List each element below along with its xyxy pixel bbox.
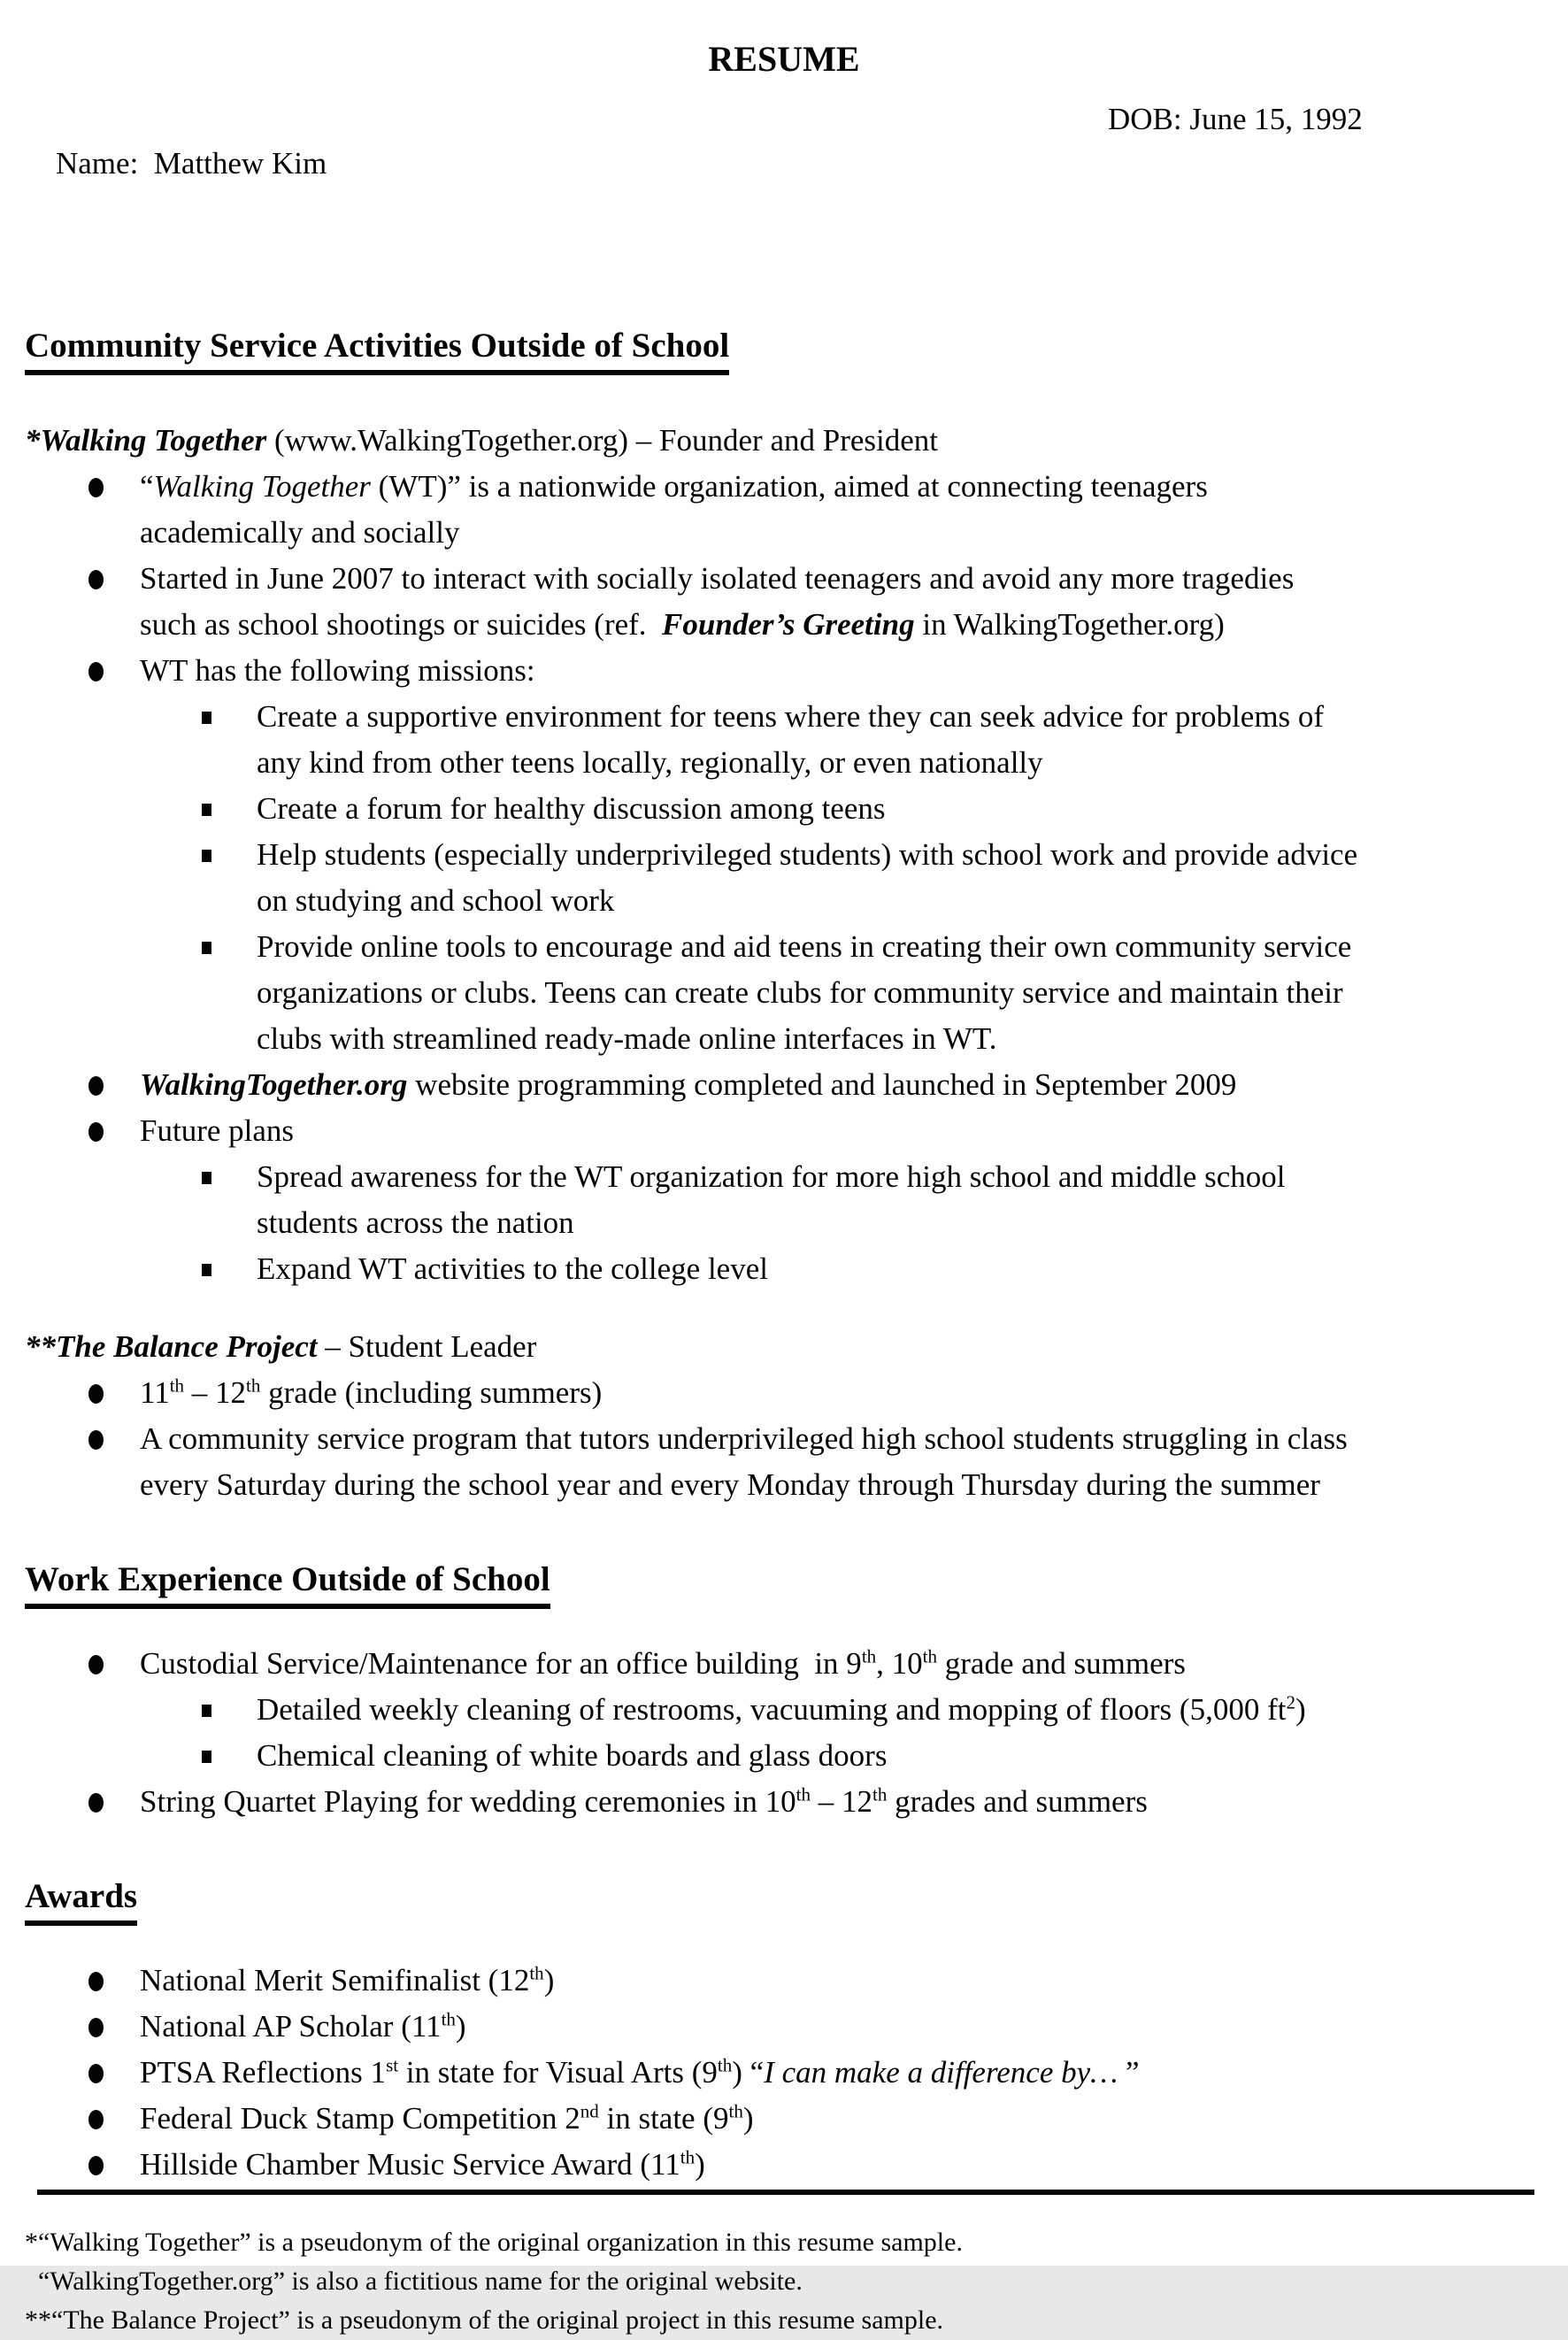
bullet-item [25, 556, 1561, 648]
document-body [25, 323, 1561, 2340]
superscript-text: th [246, 1374, 261, 1397]
circle-bullet-icon [88, 1076, 104, 1096]
bullet-item [25, 1779, 1561, 1825]
text-content [140, 1375, 602, 1410]
sub-bullet-item [25, 1687, 1561, 1733]
text-segment: Federal Duck Stamp Competition 2 [140, 2101, 580, 2136]
section-heading [25, 1557, 1561, 1609]
square-bullet-icon [202, 1705, 211, 1717]
text-segment: – 12 [184, 1375, 247, 1410]
text-segment: PTSA Reflections 1 [140, 2055, 387, 2090]
text-segment: – 12 [811, 1784, 872, 1819]
entry-title [25, 1324, 1561, 1370]
text-segment: Started in June 2007 to interact with socially isolated teenagers and avoid any more tragedies [140, 561, 1295, 596]
section-heading [25, 1874, 1561, 1926]
superscript-text: th [717, 2054, 733, 2076]
text-content [257, 1251, 768, 1286]
text-segment: Provide online tools to encourage and aid teens in creating their own community service [257, 929, 1352, 964]
bullet-item [25, 464, 1561, 556]
text-content [140, 2055, 1140, 2090]
circle-bullet-icon [88, 2018, 104, 2037]
text-segment: A community service program that tutors underprivileged high school students struggling in class [140, 1421, 1348, 1456]
text-content [257, 1159, 1285, 1240]
section-heading-text: Community Service Activities Outside of School [25, 323, 729, 375]
text-segment: Create a supportive environment for teens where they can seek advice for problems of [257, 699, 1325, 734]
text-content [25, 1329, 536, 1364]
footnote-line [25, 2223, 1561, 2262]
superscript-text: th [529, 1962, 544, 1984]
text-segment: ) [543, 1963, 555, 1997]
square-bullet-icon [202, 1751, 211, 1763]
text-segment: ) [742, 2101, 754, 2136]
superscript-text: th [872, 1783, 888, 1805]
superscript-text: 2 [1286, 1691, 1295, 1713]
bullet-item [25, 2096, 1561, 2142]
sub-bullet-item [25, 832, 1561, 924]
square-bullet-icon [202, 1172, 211, 1184]
text-segment: Detailed weekly cleaning of restrooms, vacuuming and mopping of floors (5,000 ft [257, 1692, 1287, 1727]
bullet-item [25, 648, 1561, 694]
text-segment: Chemical cleaning of white boards and glass doors [257, 1738, 888, 1773]
text-content [257, 1738, 887, 1773]
text-segment: website programming completed and launched in September 2009 [407, 1067, 1237, 1102]
text-segment: National Merit Semifinalist (12 [140, 1963, 530, 1997]
square-bullet-icon [202, 1264, 211, 1276]
sub-bullet-item [25, 1154, 1561, 1246]
text-segment: every Saturday during the school year and every Monday through Thursday during the summer [140, 1467, 1320, 1502]
text-segment: (WT)” is a nationwide organization, aimed at connecting teenagers [370, 469, 1208, 504]
text-segment: **“The Balance Project” is a pseudonym of the original project in this resume sample. [25, 2305, 944, 2335]
bullet-item [25, 1370, 1561, 1416]
text-segment: grades and summers [887, 1784, 1148, 1819]
text-content [140, 1784, 1148, 1819]
square-bullet-icon [202, 804, 211, 816]
bullet-item [25, 1416, 1561, 1508]
entry-title [25, 418, 1561, 464]
text-content [25, 2228, 963, 2257]
text-segment: Founder’s Greeting [662, 607, 915, 642]
text-segment: clubs with streamlined ready-made online interfaces in WT. [257, 1021, 997, 1056]
bullet-item [25, 1108, 1561, 1154]
text-segment: students across the nation [257, 1205, 574, 1240]
text-content [140, 469, 1208, 550]
text-segment: “WalkingTogether.org” is also a fictitious name for the original website. [25, 2267, 803, 2296]
text-content [140, 1646, 1186, 1681]
page-title: RESUME [708, 39, 860, 79]
text-segment: **The Balance Project [25, 1329, 318, 1364]
square-bullet-icon [202, 712, 211, 724]
superscript-text: st [386, 2054, 399, 2076]
name-line: Name: Matthew Kim [56, 146, 327, 181]
superscript-text: th [796, 1783, 811, 1805]
bullet-item [25, 1641, 1561, 1687]
superscript-text: th [922, 1645, 937, 1667]
square-bullet-icon [202, 942, 211, 954]
circle-bullet-icon [88, 1793, 104, 1813]
bullet-item [25, 2142, 1561, 2188]
text-content [257, 1692, 1306, 1727]
circle-bullet-icon [88, 2110, 104, 2129]
circle-bullet-icon [88, 2156, 104, 2175]
text-content [140, 2009, 466, 2044]
text-content [257, 699, 1324, 780]
dob-line: DOB: June 15, 1992 [1108, 102, 1363, 136]
text-segment: grade (including summers) [260, 1375, 603, 1410]
superscript-text: th [169, 1374, 185, 1397]
text-segment: Expand WT activities to the college level [257, 1251, 768, 1286]
text-segment: Create a forum for healthy discussion among teens [257, 791, 886, 826]
text-content [140, 561, 1294, 642]
bullet-item [25, 2004, 1561, 2050]
text-segment: academically and socially [140, 515, 460, 550]
bullet-item [25, 1062, 1561, 1108]
superscript-text: th [861, 1645, 877, 1667]
text-segment: String Quartet Playing for wedding ceremonies in 10 [140, 1784, 796, 1819]
sub-bullet-item [25, 1246, 1561, 1292]
footnote-line [25, 2262, 1561, 2301]
circle-bullet-icon [88, 2064, 104, 2083]
superscript-text: th [728, 2100, 743, 2122]
text-segment: WalkingTogether.org [140, 1067, 408, 1102]
text-segment: 11 [140, 1375, 170, 1410]
text-segment: Spread awareness for the WT organization for more high school and middle school [257, 1159, 1286, 1194]
text-segment: Future plans [140, 1113, 295, 1148]
circle-bullet-icon [88, 570, 104, 589]
text-content [140, 1963, 554, 1997]
text-segment: (www.WalkingTogether.org) – Founder and President [266, 423, 938, 458]
footnote-divider [37, 2190, 1534, 2195]
text-segment: – Student Leader [317, 1329, 537, 1364]
text-segment: ” [1118, 2055, 1140, 2090]
text-content [257, 791, 886, 826]
sub-bullet-item [25, 924, 1561, 1062]
text-segment: any kind from other teens locally, regionally, or even nationally [257, 745, 1043, 780]
text-content [140, 653, 535, 688]
circle-bullet-icon [88, 1655, 104, 1674]
text-segment: ) [1295, 1692, 1306, 1727]
text-content [25, 2305, 943, 2335]
text-content [257, 837, 1357, 918]
text-content [140, 1067, 1236, 1102]
superscript-text: th [441, 2008, 456, 2030]
text-content [140, 2147, 705, 2182]
text-content [140, 1421, 1348, 1502]
bullet-item [25, 1958, 1561, 2004]
circle-bullet-icon [88, 478, 104, 497]
superscript-text: nd [580, 2100, 599, 2122]
text-segment: National AP Scholar (11 [140, 2009, 442, 2044]
text-segment: ) [695, 2147, 705, 2182]
text-segment: *“Walking Together” is a pseudonym of the original organization in this resume sample. [25, 2228, 963, 2257]
circle-bullet-icon [88, 1972, 104, 1991]
text-segment: I can make a difference by… [764, 2055, 1118, 2090]
section-heading [25, 323, 1561, 375]
sub-bullet-item [25, 1733, 1561, 1779]
text-segment: ) “ [732, 2055, 765, 2090]
text-content [257, 929, 1351, 1056]
footnote-line [25, 2301, 1561, 2340]
text-segment: organizations or clubs. Teens can create clubs for community service and maintain their [257, 975, 1343, 1010]
text-segment: such as school shootings or suicides (ref. [140, 607, 663, 642]
section-heading-text: Awards [25, 1874, 137, 1926]
superscript-text: th [680, 2146, 696, 2168]
text-content [25, 2267, 803, 2296]
text-segment: in state for Visual Arts (9 [398, 2055, 718, 2090]
text-segment: “ [140, 469, 154, 504]
circle-bullet-icon [88, 662, 104, 681]
text-segment: *Walking Together [25, 423, 267, 458]
text-segment: in WalkingTogether.org) [914, 607, 1225, 642]
sub-bullet-item [25, 786, 1561, 832]
text-segment: WT has the following missions: [140, 653, 535, 688]
text-segment: on studying and school work [257, 883, 615, 918]
text-segment: grade and summers [937, 1646, 1186, 1681]
circle-bullet-icon [88, 1122, 104, 1142]
sub-bullet-item [25, 694, 1561, 786]
text-segment: Hillside Chamber Music Service Award (11 [140, 2147, 680, 2182]
text-segment: in state (9 [598, 2101, 729, 2136]
bullet-item [25, 2050, 1561, 2096]
text-segment: ) [455, 2009, 466, 2044]
section-heading-text: Work Experience Outside of School [25, 1557, 550, 1609]
text-segment: Custodial Service/Maintenance for an office building in 9 [140, 1646, 862, 1681]
circle-bullet-icon [88, 1430, 104, 1450]
square-bullet-icon [202, 850, 211, 862]
text-segment: Walking Together [153, 469, 371, 504]
name-dob-row [25, 97, 1561, 274]
text-segment: , 10 [876, 1646, 923, 1681]
circle-bullet-icon [88, 1384, 104, 1404]
text-content [140, 2101, 754, 2136]
text-content [25, 423, 938, 458]
text-content [140, 1113, 294, 1148]
text-segment: Help students (especially underprivileged students) with school work and provide advice [257, 837, 1358, 872]
